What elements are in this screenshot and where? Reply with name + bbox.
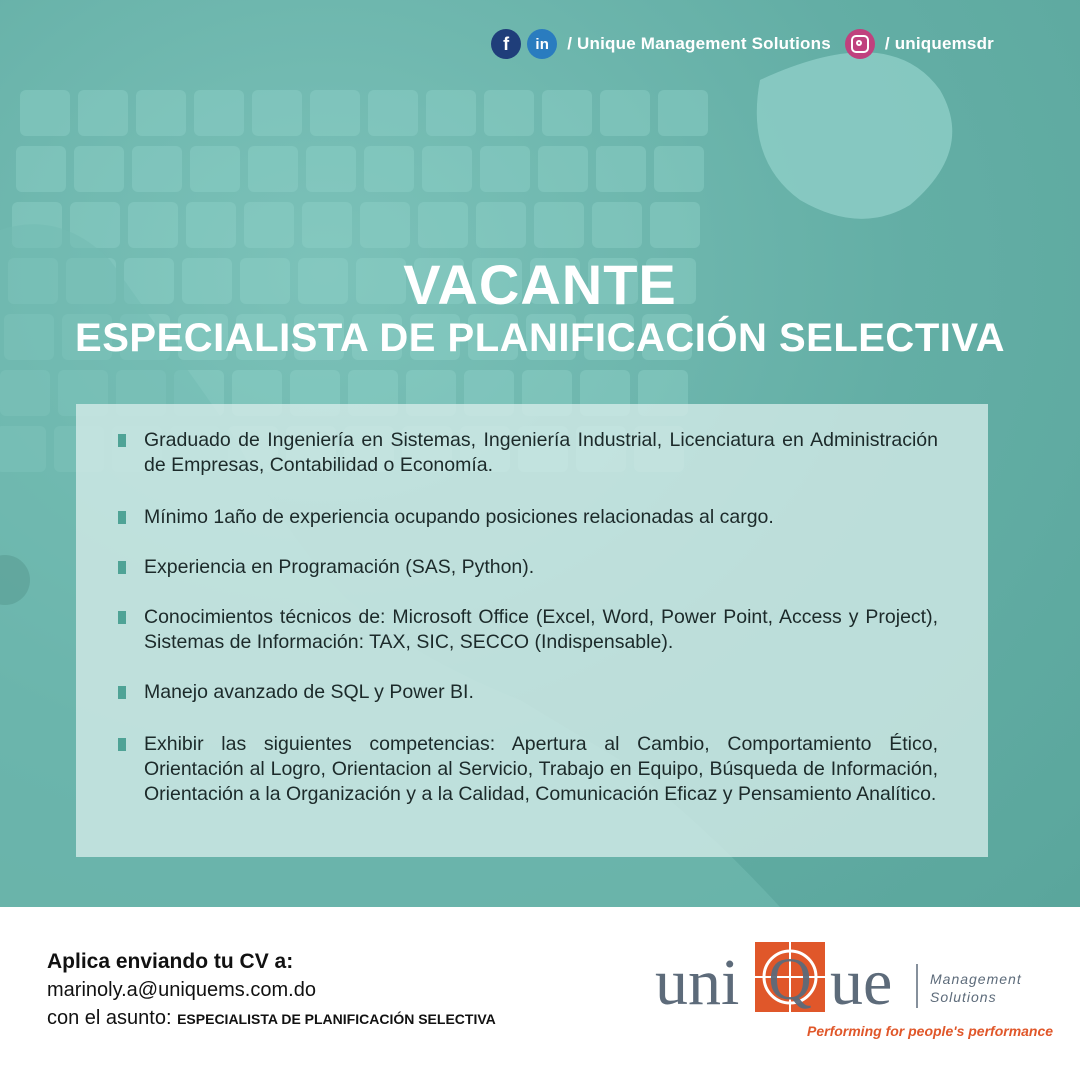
apply-subject-line [47,1004,496,1033]
keyboard-key [128,202,178,248]
apply-email[interactable]: marinoly.a@uniquems.com.do [47,979,316,1001]
requirement-text: Experiencia en Programación (SAS, Python). [144,556,535,578]
linkedin-icon[interactable]: in [527,29,557,59]
logo-line2: Solutions [930,989,997,1005]
keyboard-key [480,146,530,192]
requirement-item [116,680,938,705]
keyboard-key [310,90,360,136]
facebook-icon[interactable]: f [491,29,521,59]
requirement-item [116,605,938,655]
keyboard-key [368,90,418,136]
bullet-marker [118,561,126,574]
logo-tagline: Performing for people's performance [807,1023,1054,1039]
instagram-handle: / uniquemsdr [884,34,994,53]
keyboard-key [20,90,70,136]
keyboard-key [190,146,240,192]
keyboard-key [538,146,588,192]
keyboard-key [426,90,476,136]
keyboard-key [248,146,298,192]
apply-section [47,950,496,1033]
keyboard-key [78,90,128,136]
keyboard-key [654,146,704,192]
subject-text: ESPECIALISTA DE PLANIFICACIÓN SELECTIVA [177,1011,496,1027]
keyboard-key [592,202,642,248]
logo-word-left: uni [655,946,740,1019]
keyboard-key [136,90,186,136]
keyboard-key [596,146,646,192]
keyboard-key [16,146,66,192]
bullet-marker [118,511,126,524]
keyboard-key [302,202,352,248]
requirement-text: Exhibir las siguientes competencias: Apertura al Cambio, Comportamiento Ético, Orientación al Logro, Orientacion al Servicio, Trabajo en Equipo, Búsqueda de Información, Orientación a la Organización y a la Calidad, Comunicación Eficaz y Pensamiento Analítico. [144,733,938,805]
requirement-text: Manejo avanzado de SQL y Power BI. [144,681,474,703]
bullet-marker [118,738,126,751]
keyboard-key [658,90,708,136]
company-logo [655,936,1055,1046]
keyboard-key [186,202,236,248]
keyboard-key [132,146,182,192]
keyboard-key [422,146,472,192]
requirement-item [116,428,938,478]
keyboard-key [194,90,244,136]
requirement-item [116,505,938,530]
keyboard-key [74,146,124,192]
requirement-text: Mínimo 1año de experiencia ocupando posiciones relacionadas al cargo. [144,506,774,528]
keyboard-key [650,202,700,248]
keyboard-key [484,90,534,136]
logo-word-right: ue [830,946,893,1019]
requirement-text: Graduado de Ingeniería en Sistemas, Ingeniería Industrial, Licenciatura en Administración de Empresas, Contabilidad o Economía. [144,429,938,476]
bullet-marker [118,434,126,447]
keyboard-key [306,146,356,192]
requirement-text: Conocimientos técnicos de: Microsoft Office (Excel, Word, Power Point, Access y Project), Sistemas de Información: TAX, SIC, SECCO (Indispensable). [144,606,938,653]
logo-word-q: Q [768,946,812,1012]
social-bar [491,28,994,60]
keyboard-key [534,202,584,248]
bullet-marker [118,686,126,699]
logo-line1: Management [930,971,1022,987]
requirement-item [116,732,938,807]
bullet-marker [118,611,126,624]
keyboard-key [244,202,294,248]
keyboard-key [418,202,468,248]
position-title: ESPECIALISTA DE PLANIFICACIÓN SELECTIVA [75,316,1005,360]
subject-prefix: con el asunto: [47,1007,172,1029]
keyboard-key [364,146,414,192]
apply-heading: Aplica enviando tu CV a: [47,950,294,973]
keyboard-key [252,90,302,136]
keyboard-key [360,202,410,248]
requirement-item [116,555,938,580]
instagram-icon[interactable] [845,29,875,59]
company-handle: / Unique Management Solutions [567,34,831,53]
keyboard-key [542,90,592,136]
keyboard-key [476,202,526,248]
vacancy-title: VACANTE [403,253,677,316]
keyboard-key [600,90,650,136]
